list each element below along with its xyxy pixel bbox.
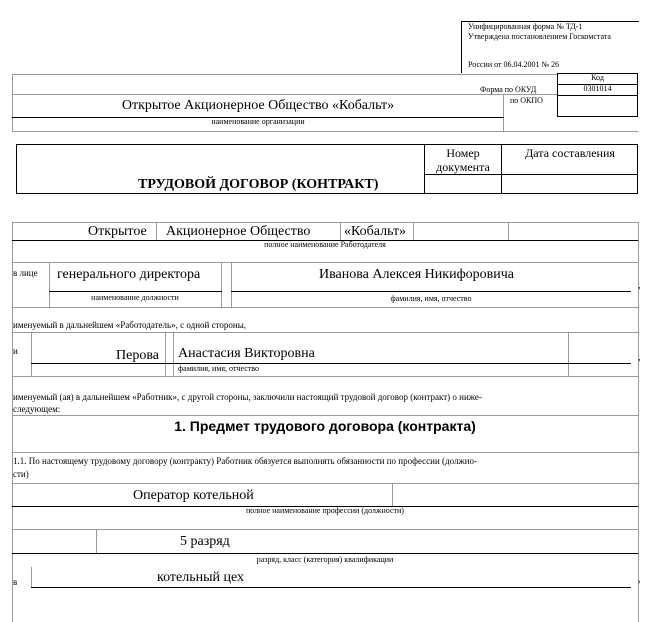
document-date-field[interactable] [502,175,637,193]
employer-person: Иванова Алексея Никифоровича [319,267,515,282]
organization-name: Открытое Акционерное Общество «Кобальт» [121,98,395,113]
person-caption: фамилия, имя, отчество [390,294,472,303]
org-top-line [12,74,557,75]
clause-bottom [12,483,638,484]
and-label: и [13,346,18,356]
department-left-line [31,567,32,588]
employee-given-names: Анастасия Викторовна [178,346,315,361]
employee-caption: фамилия, имя, отчество [178,364,259,373]
department-comma: , [638,574,641,585]
clause-1-1-line-1: 1.1. По настоящему трудовому договору (контракту) Работник обязуется выполнять обязанности по профессии (должно- [13,456,478,466]
document-number-field[interactable] [425,175,500,193]
document-title: ТРУДОВОЙ ДОГОВОР (КОНТРАКТ) [138,177,379,192]
employee-surname: Перова [116,348,159,363]
grade: 5 разряд [180,534,230,549]
approval-line-1: Утверждена постановлением Госкомстата [468,32,611,41]
employer-cell-div-4 [508,222,509,240]
org-mid-line [12,94,557,95]
employee-comma: , [638,352,641,363]
in-label: в [13,577,18,587]
employer-name-part-2: Акционерное Общество [166,224,311,239]
document-number-header: Номер документа [436,146,490,174]
employee-div-3 [568,332,569,376]
profession-caption: полное наименование профессии (должности) [246,506,404,515]
employer-cell-div-1 [156,222,157,240]
referred-bottom [12,332,638,333]
okpo-value-cell[interactable] [557,95,638,117]
employer-caption: полное наименование Работодателя [264,240,386,249]
employee-underline [31,363,631,364]
grade-divider [96,529,97,553]
profession-caption-bottom [12,529,638,530]
position-underline [49,291,222,292]
organization-caption: наименование организации [211,117,305,126]
approval-line-2: России от 06.04.2001 № 26 [468,60,560,69]
section-1-heading: 1. Предмет трудового договора (контракта) [174,418,476,434]
profession-divider [392,483,393,507]
department: котельный цех [157,570,245,585]
clause-1-1-line-2: сти) [13,469,29,479]
grade-underline [12,553,638,554]
employer-comma: , [638,280,641,291]
employee-referred-1: именуемый (ая) в дальнейшем «Работник», с другой стороны, заключили настоящий трудовой договор (контракт) о ниже- [13,392,482,402]
in-person-bottom [12,307,638,308]
employee-div-2 [173,332,174,376]
code-label: Код [591,73,604,82]
grade-caption: разряд, класс (категория) квалификации [256,555,394,564]
employer-cell-div-2 [340,222,341,240]
employer-caption-bottom [12,262,638,263]
employee-div-1 [165,332,166,376]
employer-referred: именуемый в дальнейшем «Работодатель», с одной стороны, [13,320,247,330]
section-1-top-line [12,452,638,453]
referred-2-bottom [12,415,638,416]
document-date-header: Дата составления [525,146,615,160]
position-right-line [221,262,222,308]
okud-value: 0301014 [583,84,612,93]
employer-name-part-1: Открытое [88,224,147,239]
org-bottom-line [12,131,638,132]
employee-left-line [31,332,32,376]
employer-position: генерального директора [57,267,201,282]
position-caption: наименование должности [91,293,179,302]
okud-label: Форма по ОКУД [480,85,537,94]
in-person-label: в лице [13,268,38,278]
employee-referred-2: следующем: [13,404,61,414]
employer-cell-div-3 [413,222,414,240]
profession: Оператор котельной [133,488,254,503]
unified-form-label: Унифицированная форма № ТД-1 [468,22,583,31]
okpo-label: по ОКПО [510,96,543,105]
employee-bottom [12,376,638,377]
employer-name-part-3: «Кобальт» [344,224,407,239]
employer-top-line [12,222,638,223]
person-underline [231,291,631,292]
